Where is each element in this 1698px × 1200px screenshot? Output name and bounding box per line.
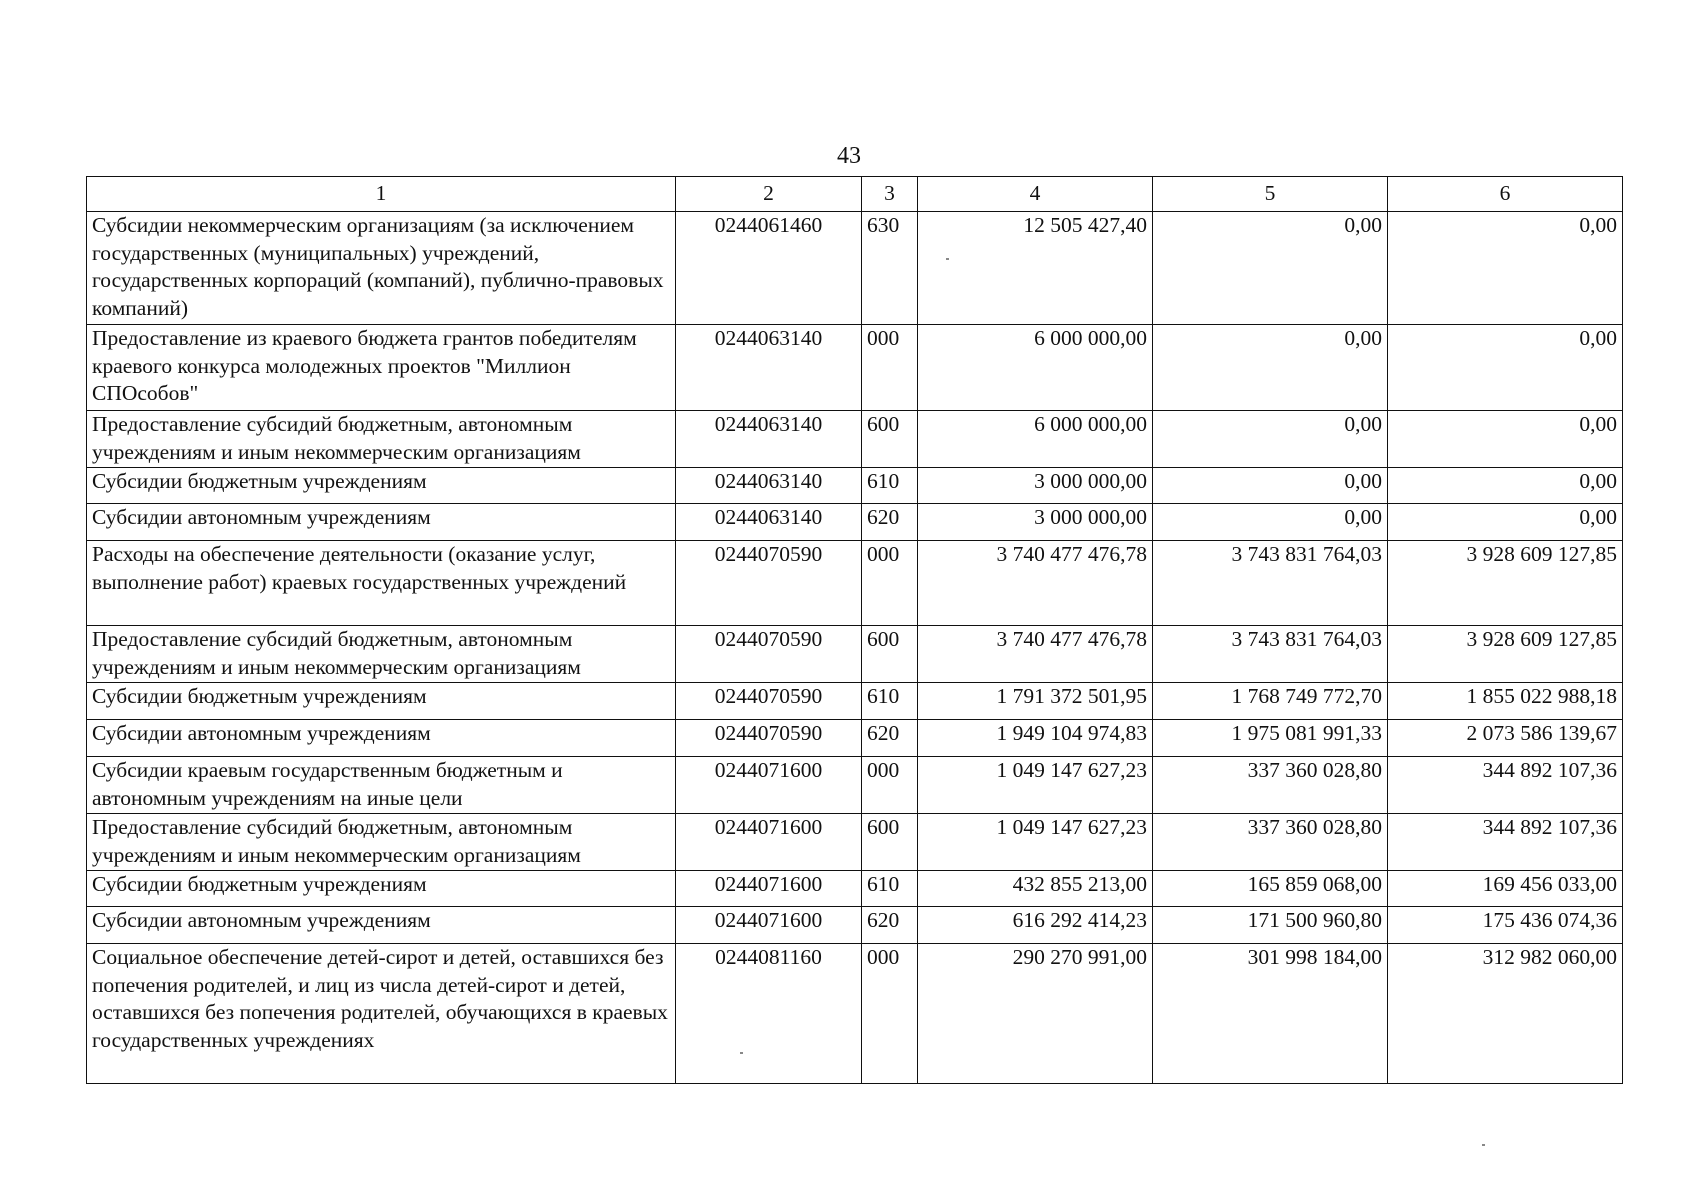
table-row [87, 907, 1623, 944]
row-name: Субсидии автономным учреждениям [87, 504, 676, 541]
page-number: 43 [837, 143, 861, 169]
row-value-col5: 0,00 [1153, 504, 1388, 541]
row-value-col5: 337 360 028,80 [1153, 757, 1388, 814]
row-value-col6: 0,00 [1388, 504, 1623, 541]
row-value-col4: 12 505 427,40 [918, 212, 1153, 325]
row-value-col5: 1 975 081 991,33 [1153, 720, 1388, 757]
row-name: Субсидии бюджетным учреждениям [87, 468, 676, 504]
row-code: 0244070590 [676, 541, 862, 626]
row-value-col5: 0,00 [1153, 212, 1388, 325]
table-row [87, 757, 1623, 814]
row-kvr: 000 [862, 325, 918, 411]
row-value-col4: 1 049 147 627,23 [918, 814, 1153, 871]
row-value-col4: 432 855 213,00 [918, 871, 1153, 907]
row-value-col4: 1 949 104 974,83 [918, 720, 1153, 757]
row-value-col5: 3 743 831 764,03 [1153, 626, 1388, 683]
row-kvr: 620 [862, 720, 918, 757]
row-value-col6: 344 892 107,36 [1388, 814, 1623, 871]
row-kvr: 000 [862, 757, 918, 814]
table-row [87, 720, 1623, 757]
row-value-col4: 1 049 147 627,23 [918, 757, 1153, 814]
row-code: 0244061460 [676, 212, 862, 325]
scan-speck [740, 1052, 743, 1054]
row-value-col5: 0,00 [1153, 411, 1388, 468]
row-value-col6: 0,00 [1388, 411, 1623, 468]
row-value-col6: 1 855 022 988,18 [1388, 683, 1623, 720]
row-value-col4: 616 292 414,23 [918, 907, 1153, 944]
row-kvr: 610 [862, 871, 918, 907]
table-row [87, 541, 1623, 626]
row-value-col5: 165 859 068,00 [1153, 871, 1388, 907]
row-value-col4: 6 000 000,00 [918, 325, 1153, 411]
row-code: 0244071600 [676, 871, 862, 907]
column-header: 4 [918, 177, 1153, 212]
row-kvr: 610 [862, 468, 918, 504]
row-kvr: 600 [862, 626, 918, 683]
row-code: 0244070590 [676, 683, 862, 720]
column-header: 3 [862, 177, 918, 212]
row-code: 0244063140 [676, 411, 862, 468]
table-row [87, 871, 1623, 907]
column-header: 1 [87, 177, 676, 212]
table-row [87, 212, 1623, 325]
row-value-col4: 3 000 000,00 [918, 504, 1153, 541]
table-row [87, 944, 1623, 1084]
row-value-col4: 290 270 991,00 [918, 944, 1153, 1084]
row-value-col6: 312 982 060,00 [1388, 944, 1623, 1084]
row-code: 0244071600 [676, 814, 862, 871]
row-code: 0244081160 [676, 944, 862, 1084]
row-value-col6: 0,00 [1388, 212, 1623, 325]
row-value-col6: 3 928 609 127,85 [1388, 626, 1623, 683]
row-name: Субсидии бюджетным учреждениям [87, 871, 676, 907]
row-name: Предоставление из краевого бюджета грантов победителям краевого конкурса молодежных проектов "Миллион СПОсобов" [87, 325, 676, 411]
row-kvr: 600 [862, 411, 918, 468]
table-row [87, 683, 1623, 720]
table-row [87, 504, 1623, 541]
row-code: 0244063140 [676, 468, 862, 504]
row-value-col5: 1 768 749 772,70 [1153, 683, 1388, 720]
row-code: 0244071600 [676, 757, 862, 814]
row-kvr: 000 [862, 541, 918, 626]
table-row [87, 325, 1623, 411]
row-code: 0244070590 [676, 626, 862, 683]
table-row [87, 411, 1623, 468]
column-header: 2 [676, 177, 862, 212]
row-name: Предоставление субсидий бюджетным, автономным учреждениям и иным некоммерческим организациям [87, 626, 676, 683]
table-header-row [87, 177, 1623, 212]
row-name: Расходы на обеспечение деятельности (оказание услуг, выполнение работ) краевых государственных учреждений [87, 541, 676, 626]
row-kvr: 600 [862, 814, 918, 871]
table-row [87, 814, 1623, 871]
row-value-col6: 0,00 [1388, 468, 1623, 504]
row-value-col5: 171 500 960,80 [1153, 907, 1388, 944]
row-name: Социальное обеспечение детей-сирот и детей, оставшихся без попечения родителей, и лиц из числа детей-сирот и детей, оставшихся без попечения родителей, обучающихся в краевых государственных учреждениях [87, 944, 676, 1084]
row-code: 0244071600 [676, 907, 862, 944]
row-value-col6: 0,00 [1388, 325, 1623, 411]
row-name: Субсидии некоммерческим организациям (за исключением государственных (муниципальных) учреждений, государственных корпораций (компаний), публично-правовых компаний) [87, 212, 676, 325]
budget-table [86, 176, 1623, 1084]
row-value-col5: 301 998 184,00 [1153, 944, 1388, 1084]
row-value-col5: 337 360 028,80 [1153, 814, 1388, 871]
row-name: Субсидии краевым государственным бюджетным и автономным учреждениям на иные цели [87, 757, 676, 814]
row-name: Предоставление субсидий бюджетным, автономным учреждениям и иным некоммерческим организациям [87, 411, 676, 468]
row-value-col4: 3 740 477 476,78 [918, 541, 1153, 626]
row-value-col5: 3 743 831 764,03 [1153, 541, 1388, 626]
row-kvr: 620 [862, 907, 918, 944]
row-code: 0244070590 [676, 720, 862, 757]
table-row [87, 468, 1623, 504]
row-value-col5: 0,00 [1153, 468, 1388, 504]
row-kvr: 000 [862, 944, 918, 1084]
column-header: 5 [1153, 177, 1388, 212]
row-code: 0244063140 [676, 325, 862, 411]
row-value-col6: 175 436 074,36 [1388, 907, 1623, 944]
row-kvr: 620 [862, 504, 918, 541]
row-value-col4: 3 740 477 476,78 [918, 626, 1153, 683]
scan-speck [1482, 1144, 1485, 1146]
table-row [87, 626, 1623, 683]
row-value-col6: 169 456 033,00 [1388, 871, 1623, 907]
row-name: Субсидии бюджетным учреждениям [87, 683, 676, 720]
row-value-col6: 3 928 609 127,85 [1388, 541, 1623, 626]
row-kvr: 610 [862, 683, 918, 720]
row-code: 0244063140 [676, 504, 862, 541]
row-name: Субсидии автономным учреждениям [87, 720, 676, 757]
scan-speck [946, 258, 949, 260]
row-value-col6: 344 892 107,36 [1388, 757, 1623, 814]
row-value-col6: 2 073 586 139,67 [1388, 720, 1623, 757]
row-kvr: 630 [862, 212, 918, 325]
row-value-col5: 0,00 [1153, 325, 1388, 411]
row-value-col4: 1 791 372 501,95 [918, 683, 1153, 720]
row-value-col4: 6 000 000,00 [918, 411, 1153, 468]
row-name: Предоставление субсидий бюджетным, автономным учреждениям и иным некоммерческим организациям [87, 814, 676, 871]
column-header: 6 [1388, 177, 1623, 212]
row-value-col4: 3 000 000,00 [918, 468, 1153, 504]
row-name: Субсидии автономным учреждениям [87, 907, 676, 944]
